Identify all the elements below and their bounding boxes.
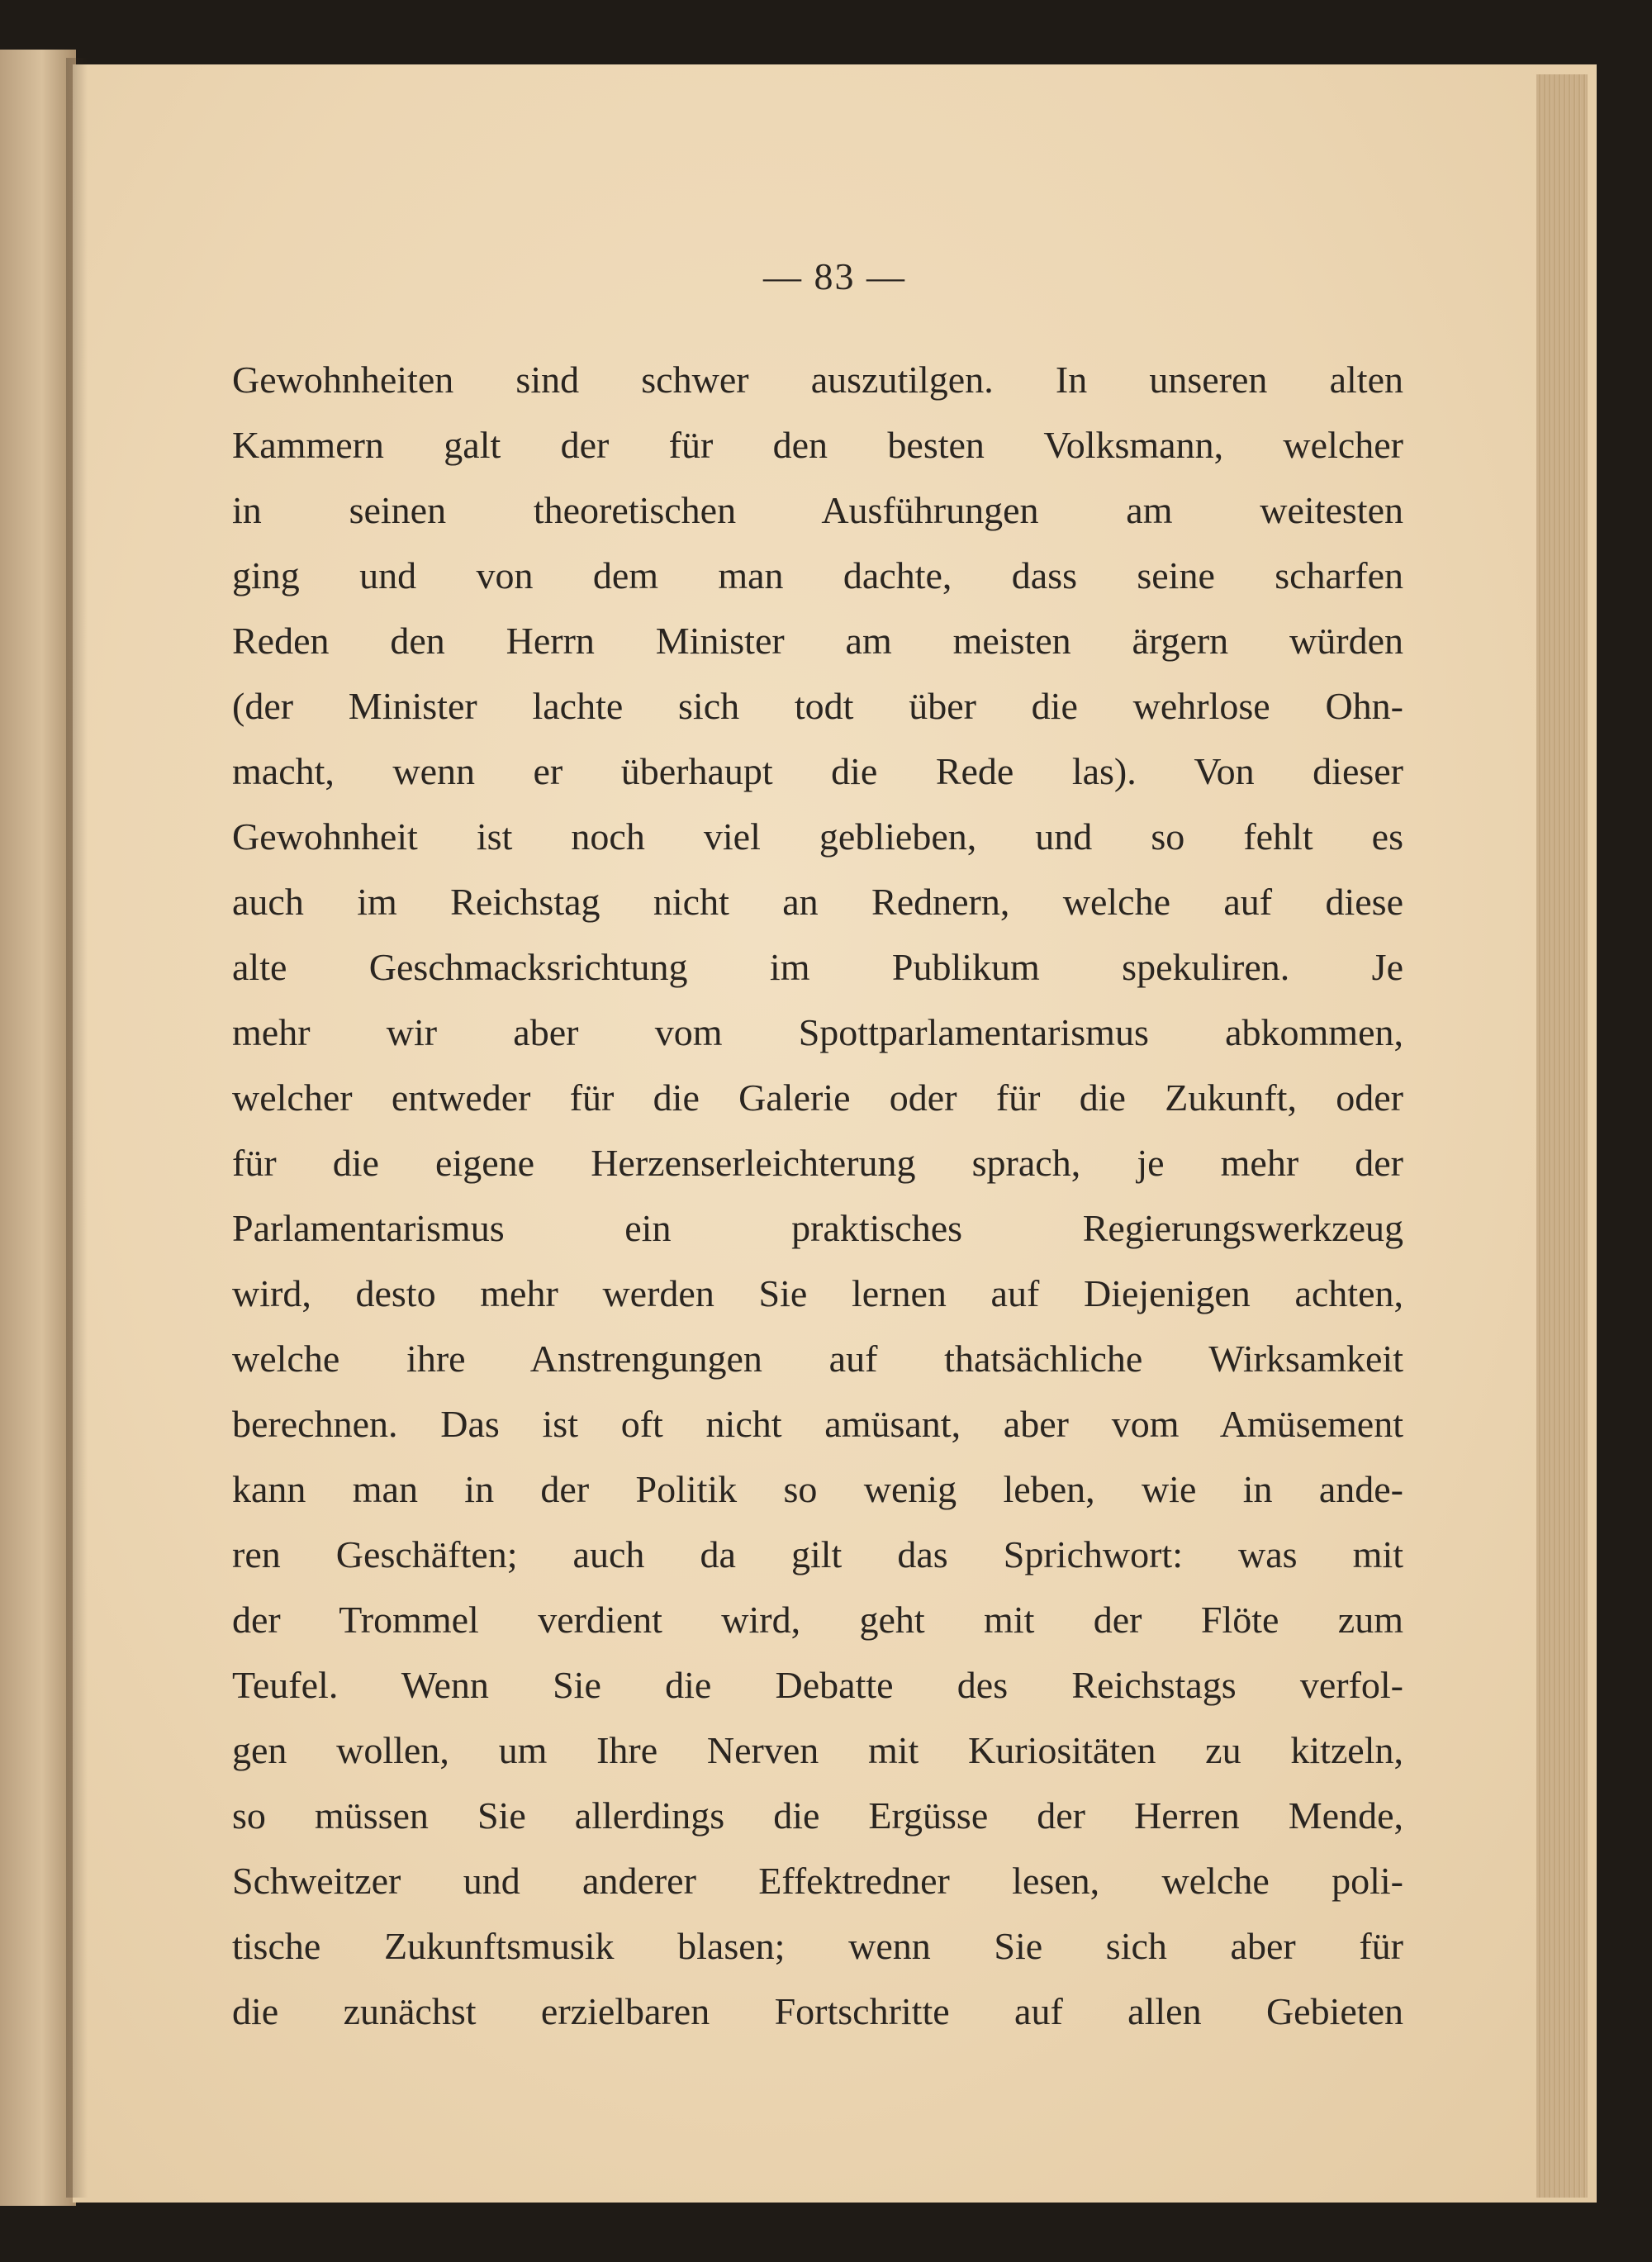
book-gutter-shadow xyxy=(66,58,88,2198)
text-line: so müssen Sie allerdings die Ergüsse der Herren Mende, xyxy=(232,1794,1403,1837)
text-line: Gewohnheit ist noch viel geblieben, und so fehlt es xyxy=(232,815,1403,858)
text-line: auch im Reichstag nicht an Rednern, welche auf diese xyxy=(232,881,1403,923)
text-line: Gewohnheiten sind schwer auszutilgen. In unseren alten xyxy=(232,359,1403,401)
text-line: welche ihre Anstrengungen auf thatsächliche Wirksamkeit xyxy=(232,1338,1403,1380)
text-line: kann man in der Politik so wenig leben, wie in ande- xyxy=(232,1468,1403,1510)
text-line: der Trommel verdient wird, geht mit der Flöte zum xyxy=(232,1599,1403,1641)
text-line: gen wollen, um Ihre Nerven mit Kuriositäten zu kitzeln, xyxy=(232,1729,1403,1771)
body-text xyxy=(232,347,1403,2044)
previous-page-edge xyxy=(0,50,76,2206)
text-line: die zunächst erzielbaren Fortschritte auf allen Gebieten xyxy=(232,1990,1403,2032)
text-line: ging und von dem man dachte, dass seine scharfen xyxy=(232,554,1403,596)
text-line: macht, wenn er überhaupt die Rede las). Von dieser xyxy=(232,750,1403,792)
text-line: wird, desto mehr werden Sie lernen auf Diejenigen achten, xyxy=(232,1272,1403,1314)
text-line: für die eigene Herzenserleichterung sprach, je mehr der xyxy=(232,1142,1403,1184)
text-line: Parlamentarismus ein praktisches Regierungswerkzeug xyxy=(232,1207,1403,1249)
text-line: Teufel. Wenn Sie die Debatte des Reichstags verfol- xyxy=(232,1664,1403,1706)
text-line: welcher entweder für die Galerie oder für die Zukunft, oder xyxy=(232,1076,1403,1119)
text-line: berechnen. Das ist oft nicht amüsant, aber vom Amüsement xyxy=(232,1403,1403,1445)
page-number: — 83 — xyxy=(763,255,906,297)
text-line: Schweitzer und anderer Effektredner lesen, welche poli- xyxy=(232,1860,1403,1902)
book-page xyxy=(73,64,1597,2203)
text-line: in seinen theoretischen Ausführungen am weitesten xyxy=(232,489,1403,531)
text-line: Kammern galt der für den besten Volksmann, welcher xyxy=(232,424,1403,466)
text-line: mehr wir aber vom Spottparlamentarismus abkommen, xyxy=(232,1011,1403,1053)
text-line: alte Geschmacksrichtung im Publikum spekuliren. Je xyxy=(232,946,1403,988)
text-line: tische Zukunftsmusik blasen; wenn Sie sich aber für xyxy=(232,1925,1403,1967)
text-line: ren Geschäften; auch da gilt das Sprichwort: was mit xyxy=(232,1533,1403,1575)
text-line: (der Minister lachte sich todt über die wehrlose Ohn- xyxy=(232,685,1403,727)
page-stack-edge xyxy=(1536,74,1588,2198)
text-line: Reden den Herrn Minister am meisten ärgern würden xyxy=(232,620,1403,662)
